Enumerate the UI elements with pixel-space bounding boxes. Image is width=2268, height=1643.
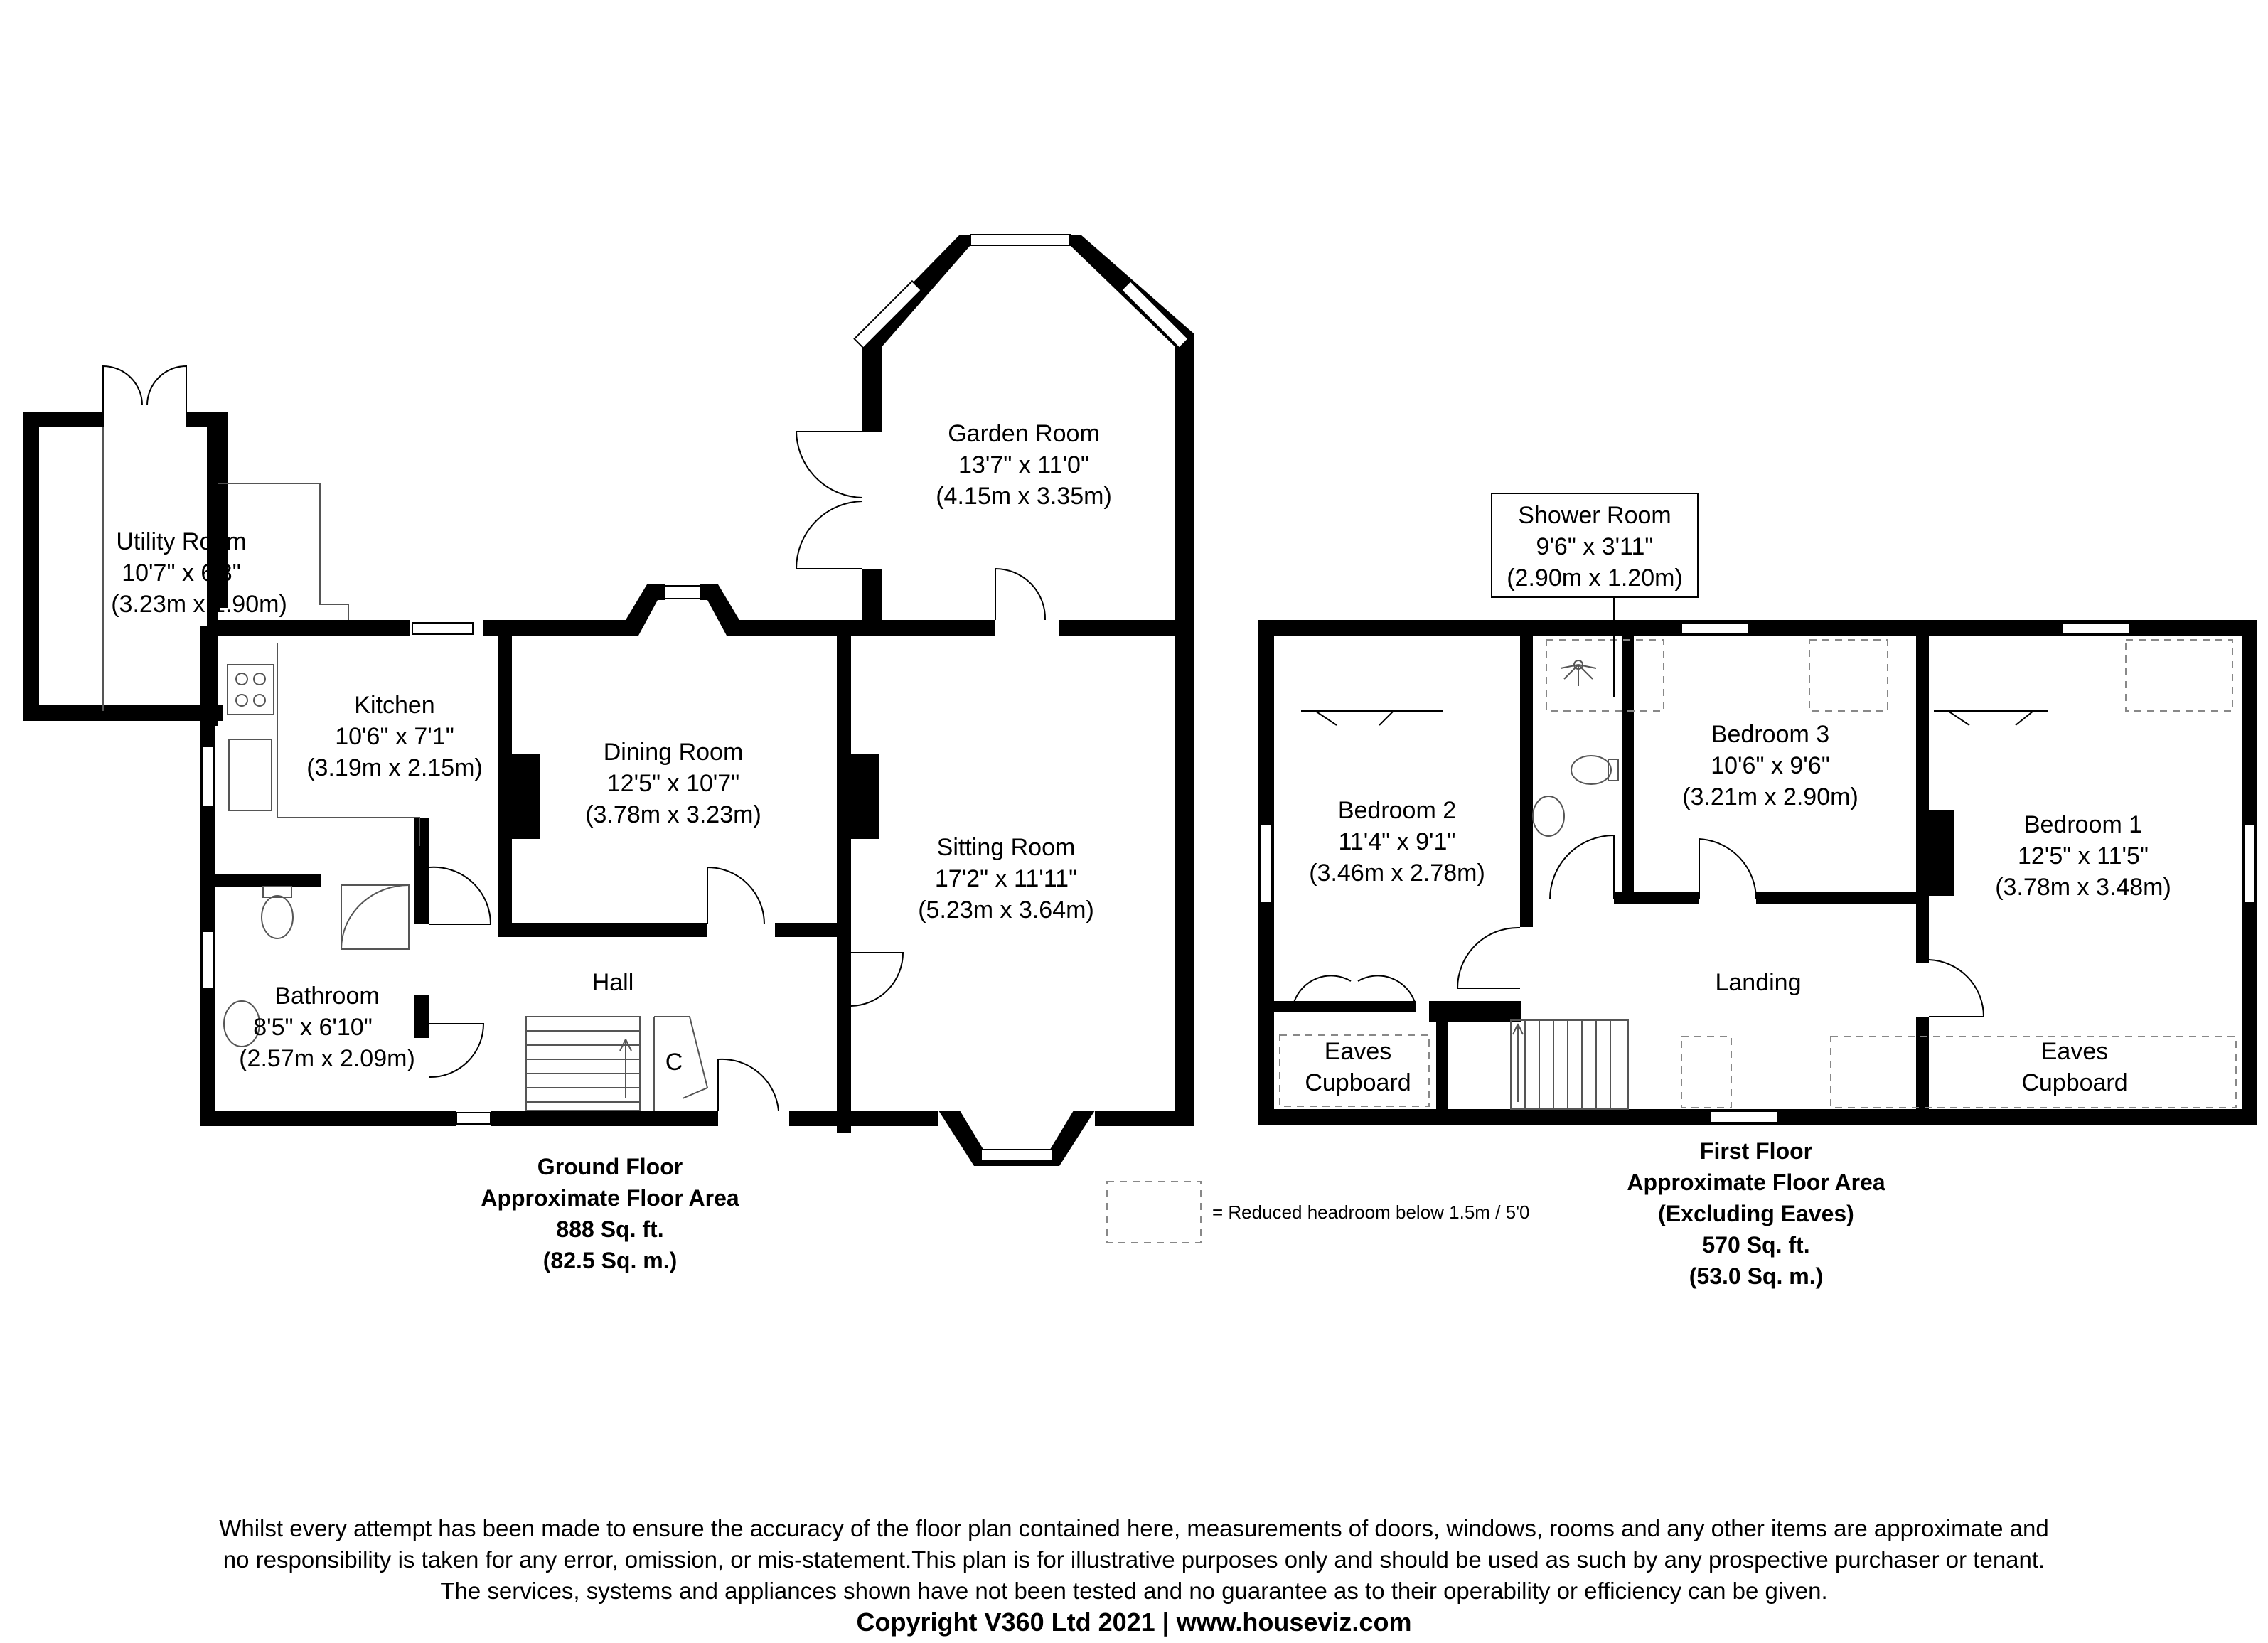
bedroom3-name: Bedroom 3 xyxy=(1711,721,1830,748)
sitting-room-imperial: 17'2" x 11'11" xyxy=(934,865,1078,892)
bathroom-imperial: 8'5" x 6'10" xyxy=(253,1014,373,1041)
eaves-right-line2: Cupboard xyxy=(2021,1069,2128,1096)
bathroom-bottom-window xyxy=(456,1113,491,1124)
kitchen-name: Kitchen xyxy=(354,692,435,719)
garden-room-name: Garden Room xyxy=(948,420,1100,447)
legend xyxy=(1107,1182,1530,1243)
bathroom-toilet-icon xyxy=(262,896,293,938)
bedroom2-window xyxy=(1261,825,1272,903)
bedroom1-name: Bedroom 1 xyxy=(2023,811,2143,838)
kitchen-window xyxy=(412,623,473,634)
dining-bay-window xyxy=(665,586,700,599)
bedroom2-door xyxy=(1457,928,1520,988)
ground-floor-sqm: (82.5 Sq. m.) xyxy=(542,1248,678,1273)
cupboard-label: C xyxy=(665,1049,683,1076)
bedroom2-name: Bedroom 2 xyxy=(1337,797,1457,824)
first-floor-subtitle: Approximate Floor Area xyxy=(1627,1170,1885,1195)
eaves-left-line1: Eaves xyxy=(1324,1038,1392,1065)
bedroom3-door xyxy=(1699,839,1756,899)
first-floor-sqft: 570 Sq. ft. xyxy=(1702,1232,1810,1258)
kitchen-door xyxy=(429,867,491,924)
first-floor-sqm: (53.0 Sq. m.) xyxy=(1689,1263,1824,1289)
hall-name: Hall xyxy=(592,969,634,996)
copyright: Copyright V360 Ltd 2021 | www.houseviz.com xyxy=(856,1607,1412,1637)
ground-floor-subtitle: Approximate Floor Area xyxy=(481,1185,739,1211)
dining-room-imperial: 12'5" x 10'7" xyxy=(606,770,740,797)
bedroom1-metric: (3.78m x 3.48m) xyxy=(1995,874,2171,901)
ground-floor-sqft: 888 Sq. ft. xyxy=(556,1216,664,1242)
sitting-room-name: Sitting Room xyxy=(936,834,1076,861)
bedroom1-top-wardrobe xyxy=(1934,711,2048,725)
kitchen-metric: (3.19m x 2.15m) xyxy=(306,754,483,781)
ground-floor-plan xyxy=(23,235,1194,1273)
ground-floor-walls xyxy=(23,235,1194,1166)
shower-basin-icon xyxy=(1533,796,1564,836)
disclaimer-line-3: The services, systems and appliances shown have not been tested and no guarantee as to their operability or efficiency can be given. xyxy=(440,1578,1828,1604)
disclaimer-line-1: Whilst every attempt has been made to ensure the accuracy of the floor plan contained here, measurements of doors, windows, rooms and any other items are approximate and xyxy=(219,1515,2049,1541)
shower-door xyxy=(1550,835,1614,899)
bedroom1-door xyxy=(1929,960,1984,1017)
sink-icon xyxy=(229,739,272,810)
garden-room-imperial: 13'7" x 11'0" xyxy=(958,451,1089,478)
front-door xyxy=(718,1059,779,1111)
landing-window xyxy=(1710,1111,1777,1123)
dining-room-metric: (3.78m x 3.23m) xyxy=(585,801,761,828)
bedroom1-side-window xyxy=(2244,825,2255,903)
bathroom-shower-tray xyxy=(341,885,409,949)
kitchen-side-window xyxy=(202,746,213,807)
bathroom-door xyxy=(429,1024,483,1077)
bedroom1-imperial: 12'5" x 11'5" xyxy=(2018,842,2149,869)
shower-room-name: Shower Room xyxy=(1518,502,1671,529)
dining-door xyxy=(707,867,764,924)
kitchen-imperial: 10'6" x 7'1" xyxy=(335,723,454,750)
ground-floor-doors xyxy=(103,366,1045,1111)
first-floor-title: First Floor xyxy=(1699,1138,1813,1164)
eaves-right-line1: Eaves xyxy=(2040,1038,2109,1065)
landing-name: Landing xyxy=(1715,969,1802,996)
utility-room-name: Utility Room xyxy=(116,528,247,555)
shower-room-metric: (2.90m x 1.20m) xyxy=(1507,564,1683,592)
dining-room-name: Dining Room xyxy=(603,739,744,766)
utility-room-metric: (3.23m x 1.90m) xyxy=(111,591,287,618)
bathroom-name: Bathroom xyxy=(274,983,380,1010)
utility-room-imperial: 10'7" x 6'3" xyxy=(122,560,241,587)
shower-room-imperial: 9'6" x 3'11" xyxy=(1536,533,1654,560)
disclaimer xyxy=(43,1513,2225,1638)
disclaimer-line-2: no responsibility is taken for any error, omission, or mis-statement.This plan is for illustrative purposes only and should be used as such by any prospective purchaser or tenant. xyxy=(223,1546,2045,1573)
first-floor-note: (Excluding Eaves) xyxy=(1658,1201,1854,1226)
shower-toilet-icon xyxy=(1571,756,1611,784)
ground-floor-stairs xyxy=(526,1017,640,1111)
bedroom2-metric: (3.46m x 2.78m) xyxy=(1309,860,1485,887)
hob-icon xyxy=(228,665,274,715)
bedroom1-top-window xyxy=(2062,623,2129,634)
legend-swatch xyxy=(1107,1182,1201,1243)
legend-text: = Reduced headroom below 1.5m / 5'0 xyxy=(1212,1202,1530,1223)
garden-top-window xyxy=(970,235,1070,245)
ground-floor-title: Ground Floor xyxy=(537,1154,683,1179)
garden-room-door xyxy=(995,569,1045,620)
shower-window xyxy=(1681,623,1749,634)
bathroom-metric: (2.57m x 2.09m) xyxy=(239,1045,415,1072)
bedroom2-top-wardrobe xyxy=(1301,711,1443,725)
eaves-left-line2: Cupboard xyxy=(1305,1069,1411,1096)
bedroom3-metric: (3.21m x 2.90m) xyxy=(1682,783,1858,810)
bathroom-side-window xyxy=(202,931,213,988)
utility-french-doors xyxy=(103,366,186,427)
bedroom2-wardrobe xyxy=(1294,975,1415,1002)
sitting-room-metric: (5.23m x 3.64m) xyxy=(918,897,1094,924)
garden-room-metric: (4.15m x 3.35m) xyxy=(936,483,1112,510)
shower-head-icon xyxy=(1561,660,1596,686)
sitting-bay-window xyxy=(981,1150,1052,1161)
first-floor-plan xyxy=(1258,493,2257,1289)
garden-french-doors xyxy=(796,432,862,569)
sitting-door xyxy=(851,953,903,1006)
garden-right-window xyxy=(1121,281,1188,348)
bedroom2-imperial: 11'4" x 9'1" xyxy=(1338,828,1456,855)
first-floor-stairs xyxy=(1511,1020,1628,1109)
bedroom3-imperial: 10'6" x 9'6" xyxy=(1711,752,1830,779)
